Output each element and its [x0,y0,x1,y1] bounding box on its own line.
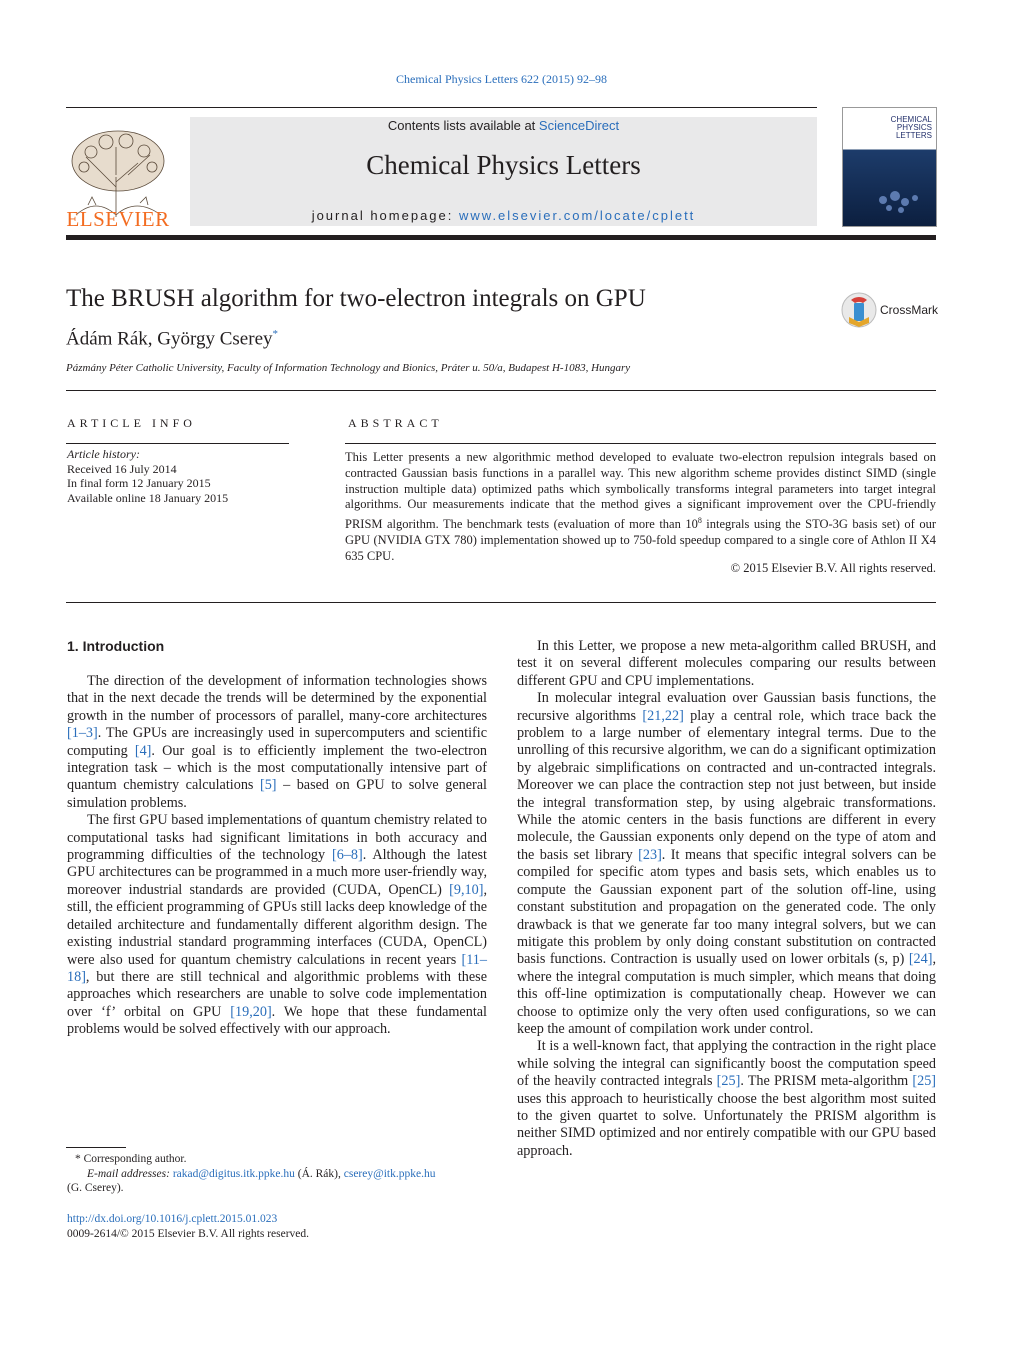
journal-title: Chemical Physics Letters [366,150,641,180]
citation-link[interactable]: [9,10] [449,881,484,898]
citation-link[interactable]: [23] [638,846,662,863]
paragraph [67,812,487,1038]
paragraph-text: . The GPUs are increasingly used in supercomputers and scientific computing [67,725,487,759]
footnote-mark: * [75,1153,81,1165]
abstract-body [345,450,936,565]
paragraph-text: The direction of the development of information technologies shows that in the next decade the trends will be determined by the exponential growth in the number of processors of parallel, many-core architectures [67,673,487,724]
footnote-emails [67,1167,497,1182]
abstract-copyright: © 2015 Elsevier B.V. All rights reserved. [730,561,936,575]
email-label: E-mail addresses: [87,1167,170,1180]
abstract-rule [345,443,936,444]
paragraph-text: . It means that specific integral solvers can be compiled for specific atom types and basis sets, which enables us to compute the Gaussian exponent part of the solution off-line, using constant substitution and propagation on the generated code. The only drawback is that we generate far too many integral solvers, but we can mitigate this problem by only doing constant substitution on contracted basis functions. Contraction is usually used on lower orbitals (s, p) [517,846,936,968]
paragraph-text: uses this approach to heuristically choose the best algorithm most suited to the given quartet to solve. Unfortunately the PRISM algorithm is neither SIMD optimized and nor entirely compatible with our GPU based approach. [517,1090,936,1159]
homepage-link[interactable]: www.elsevier.com/locate/cplett [459,208,696,223]
citation-link[interactable]: [19,20] [230,1003,272,1020]
history-online: Available online 18 January 2015 [67,490,229,505]
citation-link[interactable]: [1–3] [67,725,98,742]
cover-title: CHEMICAL PHYSICS LETTERS [890,115,932,140]
abstract-text-b: integrals using the STO-3G basis set) of our GPU (NVIDIA GTX 780) implementation showed up to 750-fold speedup compared to a single core of Athlon II X4 635 CPU. [345,517,936,563]
affiliation-divider [66,390,936,391]
paragraph-text: . Although the latest GPU architectures can be programmed in a much more user-friendly way, moreover industrial standards are provided (CUDA, OpenCL) [67,847,487,898]
paragraph-text: . Our goal is to efficiently implement the two-electron integration task – which is the most computationally intensive part of quantum chemistry calculations [67,742,488,794]
abstract-text-a: This Letter presents a new algorithmic method developed to evaluate two-electron repulsion integrals based on contracted Gaussian basis functions in a parallel way. This new algorithm scheme provides distinct SIMD (single instruction multiple data) optimized paths which symbolically transforms integral parameters into target integral algorithms. Our measurements indicate that the method gives a significant improvement over the CPU-friendly PRISM algorithm. The benchmark tests (evaluation of more than 10 [345,450,936,532]
contents-available-line [190,118,817,133]
paragraph-text: In molecular integral evaluation over Gaussian basis functions, the recursive algorithms [517,690,936,724]
abstract-exponent: 8 [697,516,702,526]
paragraph-text: , where the integral computation is much simpler, which means that doing this off-line optimization is computationally cheap. However we can choose to optimize only the very often used configurations, so we can keep the amount of compilation work under control. [517,951,936,1037]
author-names: Ádám Rák, György Cserey [66,328,273,350]
paragraph-text: It is a well-known fact, that applying the contraction in the right place while solving the integral can significantly boost the computation speed of the heavily contracted integrals [517,1038,936,1090]
email-link-rak[interactable]: rakad@digitus.itk.ppke.hu [172,1167,295,1180]
author-affiliation: Pázmány Péter Catholic University, Faculty of Information Technology and Bionics, Práter u. 50/a, Budapest H-1083, Hungary [66,362,631,374]
journal-reference-link[interactable]: Chemical Physics Letters 622 (2015) 92–98 [396,72,607,86]
citation-link[interactable]: [4] [134,742,152,759]
section-heading-introduction: 1. Introduction [67,638,165,654]
header-top-rule [66,107,817,108]
journal-cover-thumbnail[interactable] [842,107,937,227]
citation-link[interactable]: [24] [908,951,933,968]
paragraph-text: In this Letter, we propose a new meta-algorithm called BRUSH, and test it on several different molecules comparing our results between different GPU and CPU implementations. [517,638,936,689]
rights-line: 0009-2614/© 2015 Elsevier B.V. All rights reserved. [67,1227,310,1240]
body-column-left [67,673,487,1039]
history-received: Received 16 July 2014 [67,461,177,476]
footnote-rule [66,1147,126,1148]
cover-molecule-image [843,168,936,226]
paragraph-text: , but there are still technical and algorithmic problems with these approaches which researchers are unable to solve code implementation over ‘f’ orbital on GPU [67,968,487,1020]
email-name-cserey: (G. Cserey). [67,1182,124,1195]
footnote [67,1152,497,1196]
footnote-corresponding [67,1152,497,1167]
citation-link[interactable]: [25] [912,1073,937,1090]
citation-link[interactable]: [6–8] [332,847,363,864]
email-name-rak: (Á. Rák), [294,1167,344,1180]
paragraph [517,638,936,690]
history-label: Article history: [67,447,140,461]
body-column-right [517,638,936,1160]
footnote-corresponding-text: Corresponding author. [83,1153,187,1165]
elsevier-wordmark: ELSEVIER [66,207,170,231]
email-link-cserey[interactable]: cserey@itk.ppke.hu [343,1167,436,1180]
crossmark-icon [840,291,878,329]
sciencedirect-link[interactable]: ScienceDirect [538,118,620,133]
paragraph [517,1038,936,1160]
citation-link[interactable]: [11–18] [67,951,487,985]
contents-prefix: Contents lists available at [387,118,539,133]
doi-block [67,1212,309,1241]
history-final-form: In final form 12 January 2015 [67,476,211,490]
paragraph [67,673,487,812]
article-history [67,447,228,505]
article-info-heading: ARTICLE INFO [67,416,196,430]
doi-link[interactable]: http://dx.doi.org/10.1016/j.cplett.2015.01.023 [67,1213,278,1225]
citation-link[interactable]: [25] [716,1073,741,1090]
header-bottom-rule [66,235,936,240]
paragraph-text: , still, the efficient programming of GPUs still lacks deep knowledge of the detailed architecture and fundamentally different algorithm design. The existing industrial standard programming interfaces (CUDA, OpenCL) were also used for quantum chemistry calculations in recent years [67,881,487,968]
paragraph-text: play a central role, which trace back the problem to a large number of elementary integral terms. Due to the unrolling of this recursive algorithm, we can do a significant optimization by algebraic simplifications on contracted and un-contracted integrals. Moreover we can place the contraction step not just between, but inside the integral transformation step, by using algebraic transformations. While the atomic centers in the basis functions are different in every molecule, the Gaussian exponents only depend on the type of atom and the basis set library [517,707,936,863]
paragraph [517,690,936,1038]
paragraph-text: . We hope that these fundamental problems would be solved effectively with our approach. [67,1003,487,1038]
article-info-rule [66,443,289,444]
journal-homepage-line [190,208,817,223]
author-list [66,328,278,350]
paragraph-text: – based on GPU to solve general simulation problems. [67,777,487,811]
citation-link[interactable]: [21,22] [642,707,684,724]
paragraph-text: . The PRISM meta-algorithm [740,1073,913,1090]
abstract-bottom-divider [66,602,936,603]
homepage-prefix: journal homepage: [311,208,459,223]
abstract-heading: ABSTRACT [348,416,443,430]
article-title: The BRUSH algorithm for two-electron integrals on GPU [66,285,646,312]
corresponding-author-mark[interactable]: * [272,328,279,340]
citation-link[interactable]: [5] [259,777,277,794]
crossmark-badge[interactable] [840,291,940,329]
paragraph-text: The first GPU based implementations of quantum chemistry related to computational tasks had significant limitations in both accuracy and programming difficulties of the technology [67,812,487,864]
crossmark-label: CrossMark [880,303,939,317]
